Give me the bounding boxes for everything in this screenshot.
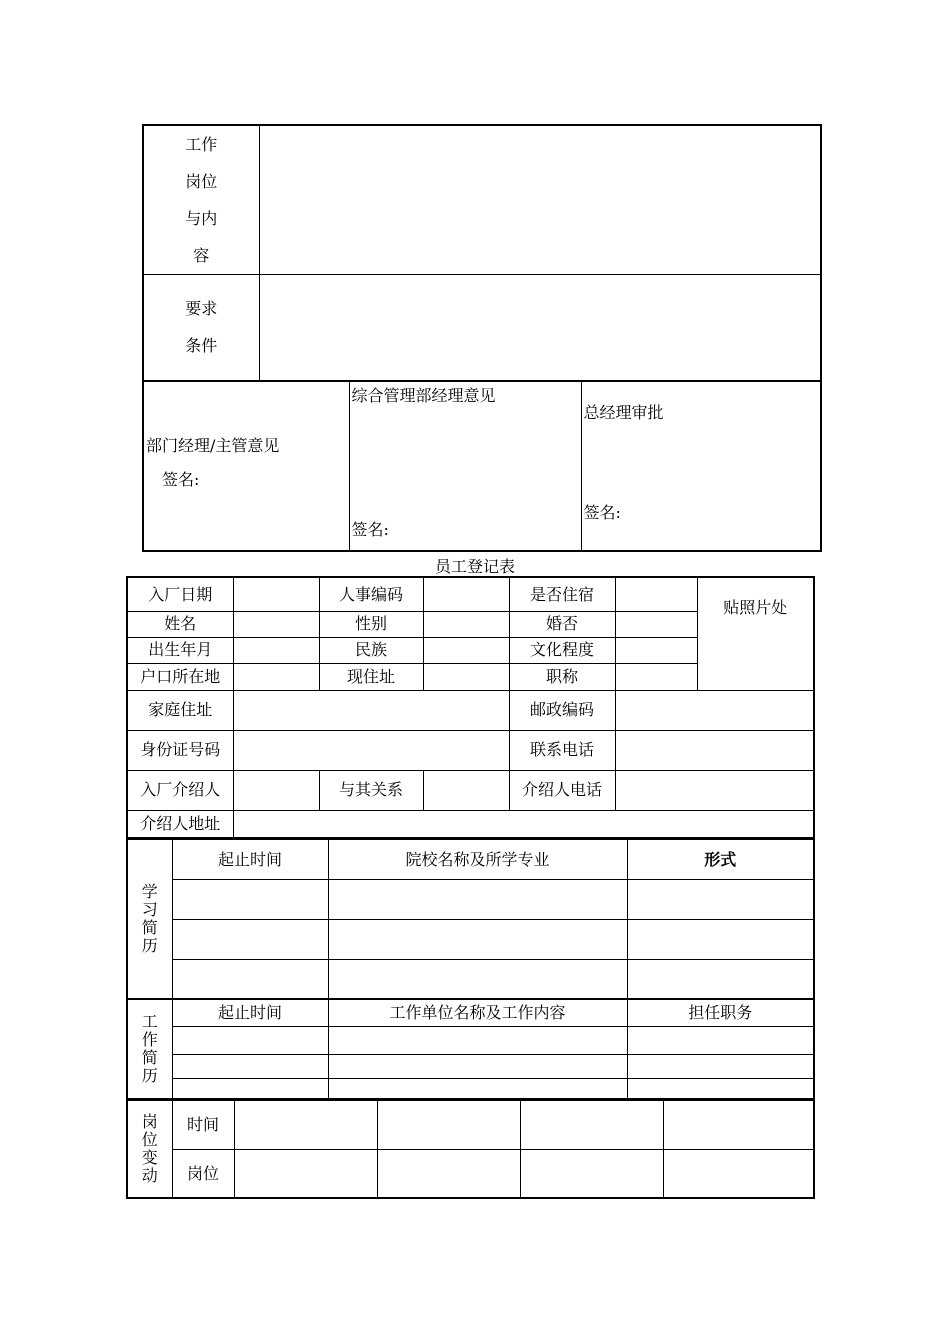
work-position-cell[interactable] [627, 1026, 814, 1054]
gm-sign-label: 签名: [583, 503, 621, 522]
study-history-table [126, 838, 815, 1000]
work-history-label [127, 999, 172, 1099]
married-field[interactable] [615, 611, 697, 637]
change-time-label: 时间 [172, 1100, 234, 1149]
label-char: 工 [141, 1012, 158, 1031]
label-char: 简 [141, 1048, 158, 1067]
label-char: 学 [141, 882, 158, 901]
label-line: 条件 [185, 336, 218, 356]
work-history-table [126, 998, 815, 1100]
ethnicity-field[interactable] [423, 637, 509, 663]
id-number-label: 身份证号码 [127, 730, 233, 770]
change-time-cell[interactable] [663, 1100, 814, 1149]
label-char: 简 [141, 918, 158, 937]
work-position-header: 担任职务 [627, 999, 814, 1026]
hr-code-label: 人事编码 [319, 577, 423, 611]
post-change-table [126, 1099, 815, 1199]
change-post-cell[interactable] [377, 1149, 520, 1198]
label-line: 容 [193, 246, 210, 265]
work-unit-cell[interactable] [328, 1026, 627, 1054]
title-rank-field[interactable] [615, 663, 697, 690]
study-form-header: 形式 [627, 839, 814, 879]
referrer-phone-field[interactable] [615, 770, 814, 810]
post-change-label [127, 1100, 172, 1198]
change-post-cell[interactable] [234, 1149, 377, 1198]
hukou-field[interactable] [233, 663, 319, 690]
relation-label: 与其关系 [319, 770, 423, 810]
change-post-label: 岗位 [172, 1149, 234, 1198]
label-char: 位 [141, 1130, 158, 1149]
name-label: 姓名 [127, 611, 233, 637]
approval-table [142, 380, 822, 552]
post-content-label [143, 125, 259, 275]
work-period-cell[interactable] [172, 1026, 328, 1054]
education-label: 文化程度 [509, 637, 615, 663]
label-char: 岗 [141, 1112, 158, 1131]
admin-sign-label: 签名: [351, 520, 389, 539]
referrer-address-label: 介绍人地址 [127, 810, 233, 838]
label-line: 工作 [185, 135, 218, 154]
work-unit-cell[interactable] [328, 1054, 627, 1078]
gender-label: 性别 [319, 611, 423, 637]
change-post-cell[interactable] [520, 1149, 663, 1198]
study-history-label [127, 839, 172, 999]
hr-code-field[interactable] [423, 577, 509, 611]
referrer-address-field[interactable] [233, 810, 814, 838]
referrer-phone-label: 介绍人电话 [509, 770, 615, 810]
birth-label: 出生年月 [127, 637, 233, 663]
study-school-cell[interactable] [328, 959, 627, 999]
requirements-label [143, 275, 259, 381]
ethnicity-label: 民族 [319, 637, 423, 663]
study-period-cell[interactable] [172, 959, 328, 999]
phone-field[interactable] [615, 730, 814, 770]
postal-code-label: 邮政编码 [509, 690, 615, 730]
dept-manager-opinion[interactable] [143, 381, 349, 551]
change-post-cell[interactable] [663, 1149, 814, 1198]
admin-opinion-label: 综合管理部经理意见 [351, 386, 496, 405]
study-school-cell[interactable] [328, 879, 627, 919]
work-unit-cell[interactable] [328, 1078, 627, 1099]
birth-field[interactable] [233, 637, 319, 663]
title-rank-label: 职称 [509, 663, 615, 690]
phone-label: 联系电话 [509, 730, 615, 770]
current-address-label: 现住址 [319, 663, 423, 690]
relation-field[interactable] [423, 770, 509, 810]
register-table [126, 576, 815, 839]
gender-field[interactable] [423, 611, 509, 637]
entry-date-field[interactable] [233, 577, 319, 611]
home-address-label: 家庭住址 [127, 690, 233, 730]
referrer-field[interactable] [233, 770, 319, 810]
label-line: 岗位 [185, 172, 218, 191]
study-period-cell[interactable] [172, 879, 328, 919]
study-period-header: 起止时间 [172, 839, 328, 879]
current-address-field[interactable] [423, 663, 509, 690]
lodging-field[interactable] [615, 577, 697, 611]
study-form-cell[interactable] [627, 959, 814, 999]
lodging-label: 是否住宿 [509, 577, 615, 611]
dept-opinion-label: 部门经理/主管意见 [146, 436, 280, 455]
post-content-field[interactable] [259, 125, 821, 275]
hukou-label: 户口所在地 [127, 663, 233, 690]
label-line: 与内 [185, 209, 218, 228]
home-address-field[interactable] [233, 690, 509, 730]
label-line: 要求 [185, 299, 218, 319]
education-field[interactable] [615, 637, 697, 663]
work-period-cell[interactable] [172, 1054, 328, 1078]
entry-date-label: 入厂日期 [127, 577, 233, 611]
label-char: 习 [141, 900, 158, 919]
name-field[interactable] [233, 611, 319, 637]
work-position-cell[interactable] [627, 1054, 814, 1078]
referrer-label: 入厂介绍人 [127, 770, 233, 810]
study-school-header: 院校名称及所学专业 [328, 839, 627, 879]
job-description-table [142, 124, 822, 382]
study-form-cell[interactable] [627, 919, 814, 959]
work-period-header: 起止时间 [172, 999, 328, 1026]
label-char: 历 [141, 936, 158, 955]
study-form-cell[interactable] [627, 879, 814, 919]
work-position-cell[interactable] [627, 1078, 814, 1099]
photo-area[interactable]: 贴照片处 [697, 577, 814, 690]
work-period-cell[interactable] [172, 1078, 328, 1099]
label-char: 作 [141, 1030, 158, 1049]
label-char: 历 [141, 1066, 158, 1085]
change-time-cell[interactable] [377, 1100, 520, 1149]
change-time-cell[interactable] [234, 1100, 377, 1149]
study-school-cell[interactable] [328, 919, 627, 959]
gm-approval-label: 总经理审批 [583, 403, 664, 422]
work-unit-header: 工作单位名称及工作内容 [328, 999, 627, 1026]
study-period-cell[interactable] [172, 919, 328, 959]
dept-sign-label: 签名: [162, 470, 200, 489]
married-label: 婚否 [509, 611, 615, 637]
register-title: 员工登记表 [434, 557, 515, 576]
change-time-cell[interactable] [520, 1100, 663, 1149]
id-number-field[interactable] [233, 730, 509, 770]
postal-code-field[interactable] [615, 690, 814, 730]
label-char: 动 [141, 1166, 158, 1185]
admin-manager-opinion[interactable] [349, 381, 581, 551]
label-char: 变 [141, 1148, 158, 1167]
requirements-field[interactable] [259, 275, 821, 381]
gm-approval[interactable] [581, 381, 821, 551]
